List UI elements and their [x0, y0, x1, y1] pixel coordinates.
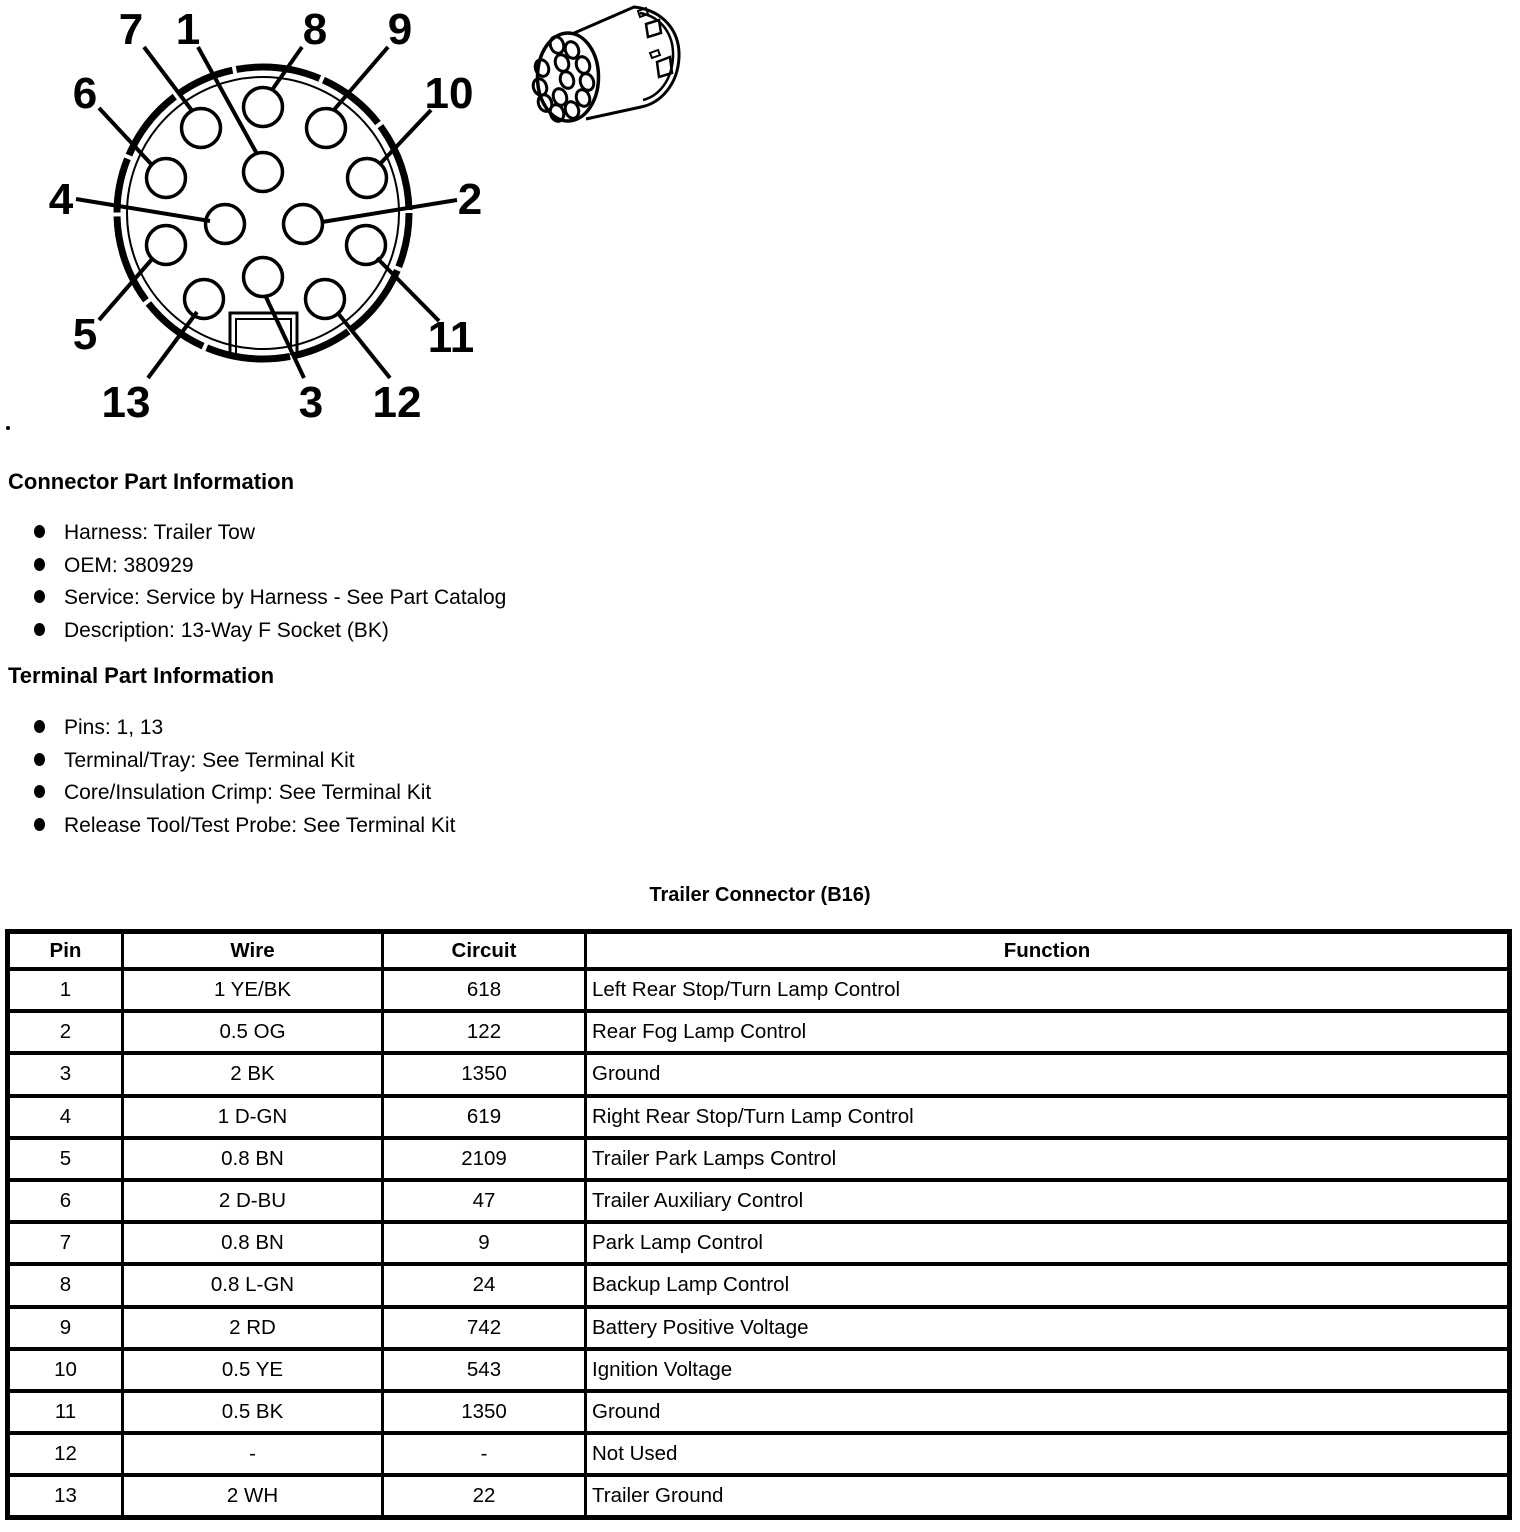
pin-number-label-11: 11	[427, 313, 475, 362]
pin-hole-1	[244, 153, 283, 192]
pinout-table-body	[8, 969, 1510, 1518]
table-row	[8, 1475, 1510, 1518]
table-cell-pin: 2	[8, 1011, 123, 1053]
bullet-item-label: OEM: 380929	[64, 553, 194, 577]
connector-3d-illustration	[531, 7, 679, 123]
table-row	[8, 1053, 1510, 1095]
bullet-item	[0, 716, 900, 749]
pin-hole-8	[244, 88, 283, 127]
bullet-icon	[34, 753, 45, 766]
table-cell-wire: 0.8 BN	[123, 1222, 383, 1264]
bullet-icon	[34, 558, 45, 571]
housing-face-hole	[574, 55, 592, 75]
stray-dot	[6, 426, 10, 430]
table-row	[8, 969, 1510, 1011]
bullet-item-label: Terminal/Tray: See Terminal Kit	[64, 748, 355, 772]
table-cell-wire: 0.5 BK	[123, 1391, 383, 1433]
pin-hole-13	[185, 280, 224, 319]
table-cell-wire: 1 D-GN	[123, 1096, 383, 1138]
table-cell-circuit: -	[383, 1433, 586, 1475]
table-cell-function: Backup Lamp Control	[586, 1264, 1510, 1306]
pin-number-label-9: 9	[387, 5, 413, 54]
table-cell-pin: 7	[8, 1222, 123, 1264]
table-cell-pin: 10	[8, 1349, 123, 1391]
pin-number-label-7: 7	[118, 5, 144, 54]
bullet-icon	[34, 818, 45, 831]
housing-face-hole	[558, 70, 576, 90]
table-cell-function: Battery Positive Voltage	[586, 1307, 1510, 1349]
table-header-row	[8, 932, 1510, 970]
table-row	[8, 1264, 1510, 1306]
table-cell-pin: 1	[8, 969, 123, 1011]
pin-number-label-3: 3	[298, 378, 324, 427]
column-header-pin: Pin	[8, 932, 123, 970]
table-cell-pin: 12	[8, 1433, 123, 1475]
table-cell-pin: 8	[8, 1264, 123, 1306]
bullet-item-label: Description: 13-Way F Socket (BK)	[64, 618, 389, 642]
table-row	[8, 1096, 1510, 1138]
pin-hole-3	[244, 258, 283, 297]
bullet-item	[0, 781, 900, 814]
table-cell-wire: 0.8 BN	[123, 1138, 383, 1180]
housing-slot-mid	[657, 57, 672, 77]
pin-number-label-12: 12	[372, 378, 422, 427]
table-row	[8, 1011, 1510, 1053]
table-cell-wire: 2 RD	[123, 1307, 383, 1349]
table-cell-pin: 9	[8, 1307, 123, 1349]
bullet-item-label: Core/Insulation Crimp: See Terminal Kit	[64, 781, 432, 805]
table-cell-circuit: 1350	[383, 1391, 586, 1433]
table-cell-wire: -	[123, 1433, 383, 1475]
table-cell-pin: 5	[8, 1138, 123, 1180]
bullet-item-label: Pins: 1, 13	[64, 716, 164, 739]
table-row	[8, 1349, 1510, 1391]
bullet-item	[0, 521, 900, 554]
table-cell-wire: 2 BK	[123, 1053, 383, 1095]
pin-number-label-2: 2	[457, 175, 483, 224]
table-row	[8, 1433, 1510, 1475]
table-row	[8, 1138, 1510, 1180]
table-cell-pin: 13	[8, 1475, 123, 1518]
pin-leader-line-13	[148, 312, 197, 378]
connector-diagrams-svg	[0, 0, 1520, 445]
pin-number-label-13: 13	[101, 378, 151, 427]
bullet-item	[0, 749, 900, 782]
table-cell-pin: 6	[8, 1180, 123, 1222]
pin-leader-line-2	[322, 200, 457, 222]
table-cell-wire: 0.5 YE	[123, 1349, 383, 1391]
bullet-item	[0, 619, 900, 652]
table-cell-pin: 11	[8, 1391, 123, 1433]
pin-number-label-4: 4	[48, 175, 74, 224]
connector-part-info-list	[0, 521, 900, 651]
bullet-item-label: Release Tool/Test Probe: See Terminal Kit	[64, 813, 456, 837]
table-cell-function: Trailer Auxiliary Control	[586, 1180, 1510, 1222]
bullet-item	[0, 814, 900, 847]
bullet-icon	[34, 785, 45, 798]
pin-leader-line-6	[99, 108, 152, 165]
table-cell-pin: 4	[8, 1096, 123, 1138]
pin-number-label-6: 6	[72, 69, 98, 118]
pinout-table	[5, 929, 1512, 1520]
bullet-icon	[34, 623, 45, 636]
pin-hole-4	[206, 205, 245, 244]
housing-face-hole	[533, 58, 551, 78]
housing-mark-mid	[650, 50, 660, 58]
housing-face-hole	[548, 35, 566, 55]
table-cell-circuit: 9	[383, 1222, 586, 1264]
table-cell-function: Ground	[586, 1053, 1510, 1095]
column-header-wire: Wire	[123, 932, 383, 970]
section-title-connector-part-information: Connector Part Information	[8, 469, 295, 494]
table-cell-pin: 3	[8, 1053, 123, 1095]
bullet-icon	[34, 525, 45, 538]
table-cell-function: Right Rear Stop/Turn Lamp Control	[586, 1096, 1510, 1138]
housing-face	[538, 33, 599, 121]
housing-slot-top	[646, 20, 661, 37]
section-title-terminal-part-information: Terminal Part Information	[8, 663, 275, 688]
column-header-circuit: Circuit	[383, 932, 586, 970]
table-cell-wire: 0.8 L-GN	[123, 1264, 383, 1306]
column-header-function: Function	[586, 932, 1510, 970]
bullet-item-label: Service: Service by Harness - See Part Catalog	[64, 586, 507, 610]
bullet-item	[0, 586, 900, 619]
table-cell-function: Not Used	[586, 1433, 1510, 1475]
pin-number-label-10: 10	[424, 69, 474, 118]
table-cell-function: Ignition Voltage	[586, 1349, 1510, 1391]
table-cell-circuit: 619	[383, 1096, 586, 1138]
pin-number-label-1: 1	[175, 5, 201, 54]
pin-hole-2	[284, 205, 323, 244]
table-cell-function: Park Lamp Control	[586, 1222, 1510, 1264]
bullet-icon	[34, 590, 45, 603]
bullet-item	[0, 554, 900, 587]
table-row	[8, 1222, 1510, 1264]
table-row	[8, 1180, 1510, 1222]
pin-number-label-5: 5	[72, 310, 98, 359]
table-row	[8, 1391, 1510, 1433]
pin-hole-9	[307, 109, 346, 148]
bullet-icon	[34, 720, 45, 733]
table-cell-circuit: 742	[383, 1307, 586, 1349]
table-cell-function: Rear Fog Lamp Control	[586, 1011, 1510, 1053]
pin-hole-7	[182, 109, 221, 148]
table-cell-circuit: 47	[383, 1180, 586, 1222]
table-cell-wire: 2 WH	[123, 1475, 383, 1518]
table-cell-wire: 0.5 OG	[123, 1011, 383, 1053]
bullet-item-label: Harness: Trailer Tow	[64, 521, 256, 544]
pinout-face-diagram	[49, 5, 482, 427]
table-cell-circuit: 2109	[383, 1138, 586, 1180]
table-cell-function: Trailer Park Lamps Control	[586, 1138, 1510, 1180]
table-cell-circuit: 122	[383, 1011, 586, 1053]
table-cell-function: Left Rear Stop/Turn Lamp Control	[586, 969, 1510, 1011]
table-title: Trailer Connector (B16)	[649, 884, 871, 906]
table-cell-circuit: 543	[383, 1349, 586, 1391]
table-cell-function: Ground	[586, 1391, 1510, 1433]
table-row	[8, 1307, 1510, 1349]
table-cell-circuit: 24	[383, 1264, 586, 1306]
table-cell-wire: 2 D-BU	[123, 1180, 383, 1222]
table-cell-function: Trailer Ground	[586, 1475, 1510, 1518]
table-cell-circuit: 1350	[383, 1053, 586, 1095]
pin-number-label-8: 8	[302, 5, 328, 54]
table-cell-wire: 1 YE/BK	[123, 969, 383, 1011]
terminal-part-info-list	[0, 716, 900, 846]
table-cell-circuit: 22	[383, 1475, 586, 1518]
table-cell-circuit: 618	[383, 969, 586, 1011]
pin-leader-line-4	[76, 199, 210, 221]
